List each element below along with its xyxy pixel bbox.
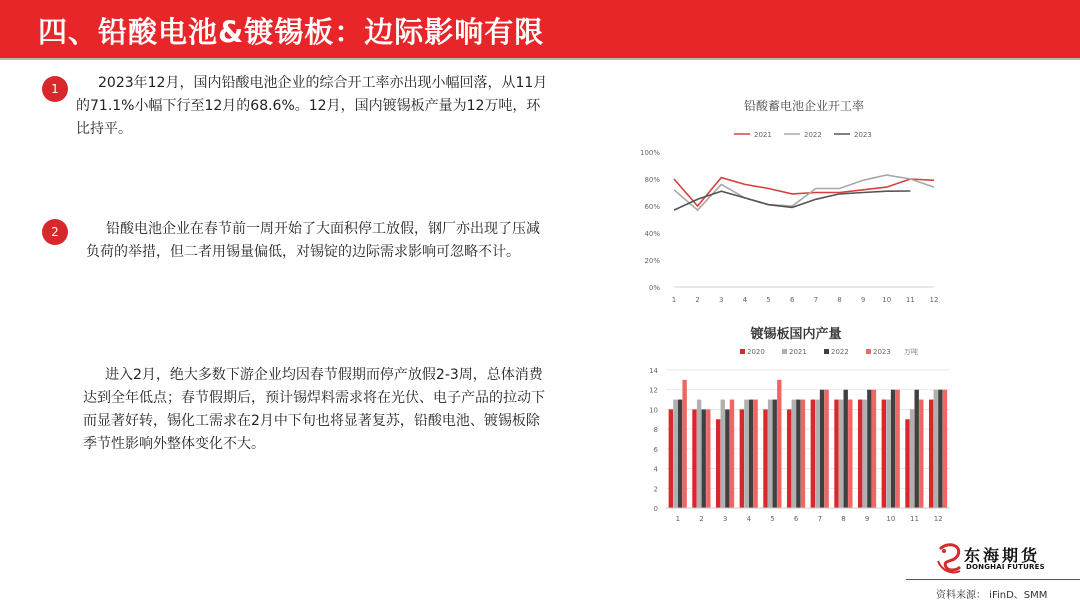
bar-unit-label: 万吨 bbox=[904, 348, 918, 356]
line-x-tick: 12 bbox=[929, 296, 939, 304]
bar-chart-title: 镀锡板国内产量 bbox=[750, 327, 842, 342]
line-x-tick: 8 bbox=[837, 296, 842, 304]
line-x-tick: 11 bbox=[905, 296, 915, 304]
point-text-3: 进入2月，绝大多数下游企业均因春节假期而停产放假2-3周，总体消费达到全年低点；春节假期后，预计锡焊料需求将在光伏、电子产品的拉动下而显著好转，锡化工需求在2月中下旬也将显著复苏，铅酸电池、镀锡板除季节性影响外整体变化不大。 bbox=[83, 367, 545, 452]
bar-2022-9 bbox=[867, 390, 871, 508]
bar-2021-7 bbox=[815, 400, 819, 508]
bar-legend-swatch-2021 bbox=[782, 349, 787, 354]
point-badge-1: 1 bbox=[42, 76, 68, 102]
bar-2022-2 bbox=[702, 409, 706, 508]
bar-2021-8 bbox=[839, 400, 843, 508]
line-y-tick: 20% bbox=[644, 257, 660, 265]
bar-2022-4 bbox=[749, 400, 753, 508]
bar-y-tick: 0 bbox=[653, 505, 658, 513]
bar-2021-10 bbox=[886, 400, 890, 508]
bar-2023-1 bbox=[682, 380, 686, 508]
bar-2023-10 bbox=[895, 390, 899, 508]
bar-2021-5 bbox=[768, 400, 772, 508]
line-chart-title: 铅酸蓄电池企业开工率 bbox=[743, 99, 865, 113]
source-note: 资料来源： iFinD、SMM bbox=[936, 590, 1048, 601]
bar-2023-7 bbox=[824, 390, 828, 508]
bar-2022-6 bbox=[796, 400, 800, 508]
line-x-tick: 9 bbox=[860, 296, 866, 304]
point-badge-2: 2 bbox=[42, 219, 68, 245]
bar-2022-1 bbox=[678, 400, 682, 508]
bar-2020-12 bbox=[929, 400, 933, 508]
bar-2021-12 bbox=[934, 390, 938, 508]
header-divider bbox=[0, 58, 1080, 60]
bar-2023-8 bbox=[848, 400, 852, 508]
bar-2023-6 bbox=[801, 400, 805, 508]
bar-y-tick: 8 bbox=[653, 426, 658, 435]
bar-2020-8 bbox=[834, 400, 838, 508]
bar-x-tick: 12 bbox=[933, 515, 943, 523]
point-text-1: 2023年12月，国内铅酸电池企业的综合开工率亦出现小幅回落，从11月的71.1%小幅下行至12月的68.6%。12月，国内镀锡板产量为12万吨，环比持平。 bbox=[76, 75, 548, 137]
bar-2023-5 bbox=[777, 380, 781, 508]
bar-legend-swatch-2022 bbox=[824, 349, 829, 354]
bar-2020-9 bbox=[858, 400, 862, 508]
bar-2022-3 bbox=[725, 409, 729, 508]
bar-legend-label-2023: 2023 bbox=[873, 348, 891, 356]
logo-cn-text: 东海期货 bbox=[964, 546, 1041, 565]
bar-2020-4 bbox=[740, 409, 744, 508]
page-title: 四、铅酸电池&镀锡板：边际影响有限 bbox=[38, 15, 545, 49]
bar-x-tick: 8 bbox=[841, 515, 846, 523]
bar-2020-1 bbox=[669, 409, 673, 508]
line-y-tick: 0% bbox=[648, 284, 660, 292]
bar-2020-7 bbox=[811, 400, 815, 508]
line-legend-label-2021: 2021 bbox=[754, 131, 772, 139]
bar-x-tick: 3 bbox=[722, 515, 728, 523]
footer-divider bbox=[906, 579, 1080, 580]
logo-en-text: DONGHAI FUTURES bbox=[966, 563, 1045, 571]
company-logo bbox=[934, 541, 1064, 577]
bar-x-tick: 9 bbox=[864, 515, 870, 523]
line-x-tick: 1 bbox=[671, 296, 677, 304]
bar-2023-3 bbox=[730, 400, 734, 508]
bar-2020-6 bbox=[787, 409, 791, 508]
bar-y-tick: 6 bbox=[653, 445, 658, 454]
bar-2020-5 bbox=[763, 409, 767, 508]
line-chart bbox=[630, 92, 950, 307]
bar-x-tick: 10 bbox=[886, 515, 896, 523]
bar-x-tick: 5 bbox=[770, 515, 775, 523]
bar-2023-12 bbox=[943, 390, 947, 508]
line-y-tick: 40% bbox=[644, 230, 660, 238]
bar-y-tick: 4 bbox=[653, 465, 658, 474]
bar-y-tick: 10 bbox=[649, 406, 658, 415]
bar-x-tick: 7 bbox=[817, 515, 823, 523]
line-x-tick: 5 bbox=[766, 296, 771, 304]
bar-y-tick: 12 bbox=[649, 386, 658, 395]
bar-legend-swatch-2023 bbox=[866, 349, 871, 354]
bar-2022-7 bbox=[820, 390, 824, 508]
line-x-tick: 4 bbox=[742, 296, 748, 304]
bar-2020-10 bbox=[882, 400, 886, 508]
bar-2022-11 bbox=[915, 390, 919, 508]
line-y-tick: 80% bbox=[644, 176, 660, 184]
line-legend-label-2023: 2023 bbox=[854, 131, 872, 139]
line-x-tick: 3 bbox=[719, 296, 724, 304]
bar-2020-11 bbox=[905, 419, 909, 508]
point-text-2: 铅酸电池企业在春节前一周开始了大面积停工放假，钢厂亦出现了压减负荷的举措，但二者用锡量偏低，对锡锭的边际需求影响可忽略不计。 bbox=[86, 221, 540, 260]
bar-legend-swatch-2020 bbox=[740, 349, 745, 354]
line-x-tick: 6 bbox=[789, 296, 795, 304]
dragon-logo-icon bbox=[934, 541, 964, 575]
bar-2021-4 bbox=[744, 400, 748, 508]
line-x-tick: 10 bbox=[882, 296, 892, 304]
bar-2023-11 bbox=[919, 400, 923, 508]
line-y-tick: 60% bbox=[644, 203, 660, 211]
bar-2021-2 bbox=[697, 400, 701, 508]
header-bar bbox=[0, 0, 1080, 58]
bar-2022-5 bbox=[773, 400, 777, 508]
bar-2021-11 bbox=[910, 409, 914, 508]
bar-x-tick: 6 bbox=[793, 515, 799, 523]
bar-x-tick: 11 bbox=[910, 515, 919, 523]
bar-2021-3 bbox=[721, 400, 725, 508]
bar-2021-1 bbox=[673, 400, 677, 508]
bar-legend-label-2021: 2021 bbox=[789, 348, 807, 356]
line-x-tick: 7 bbox=[813, 296, 819, 304]
bar-y-tick: 14 bbox=[649, 367, 658, 375]
bar-x-tick: 2 bbox=[699, 515, 704, 523]
bar-2022-12 bbox=[938, 390, 942, 508]
bar-y-tick: 2 bbox=[653, 485, 658, 494]
bar-2022-8 bbox=[844, 390, 848, 508]
bar-2020-2 bbox=[692, 409, 696, 508]
line-legend-label-2022: 2022 bbox=[804, 131, 822, 139]
line-x-tick: 2 bbox=[695, 296, 700, 304]
bar-x-tick: 4 bbox=[746, 515, 752, 523]
line-y-tick: 100% bbox=[639, 149, 660, 157]
bar-chart bbox=[630, 322, 950, 527]
bar-2023-2 bbox=[706, 409, 710, 508]
bar-2021-9 bbox=[863, 400, 867, 508]
bar-x-tick: 1 bbox=[675, 515, 681, 523]
bar-2022-10 bbox=[891, 390, 895, 508]
bar-legend-label-2020: 2020 bbox=[747, 348, 765, 356]
bar-legend-label-2022: 2022 bbox=[831, 348, 849, 356]
bar-2023-9 bbox=[872, 390, 876, 508]
bar-2023-4 bbox=[753, 400, 757, 508]
bar-2020-3 bbox=[716, 419, 720, 508]
bar-2021-6 bbox=[792, 400, 796, 508]
